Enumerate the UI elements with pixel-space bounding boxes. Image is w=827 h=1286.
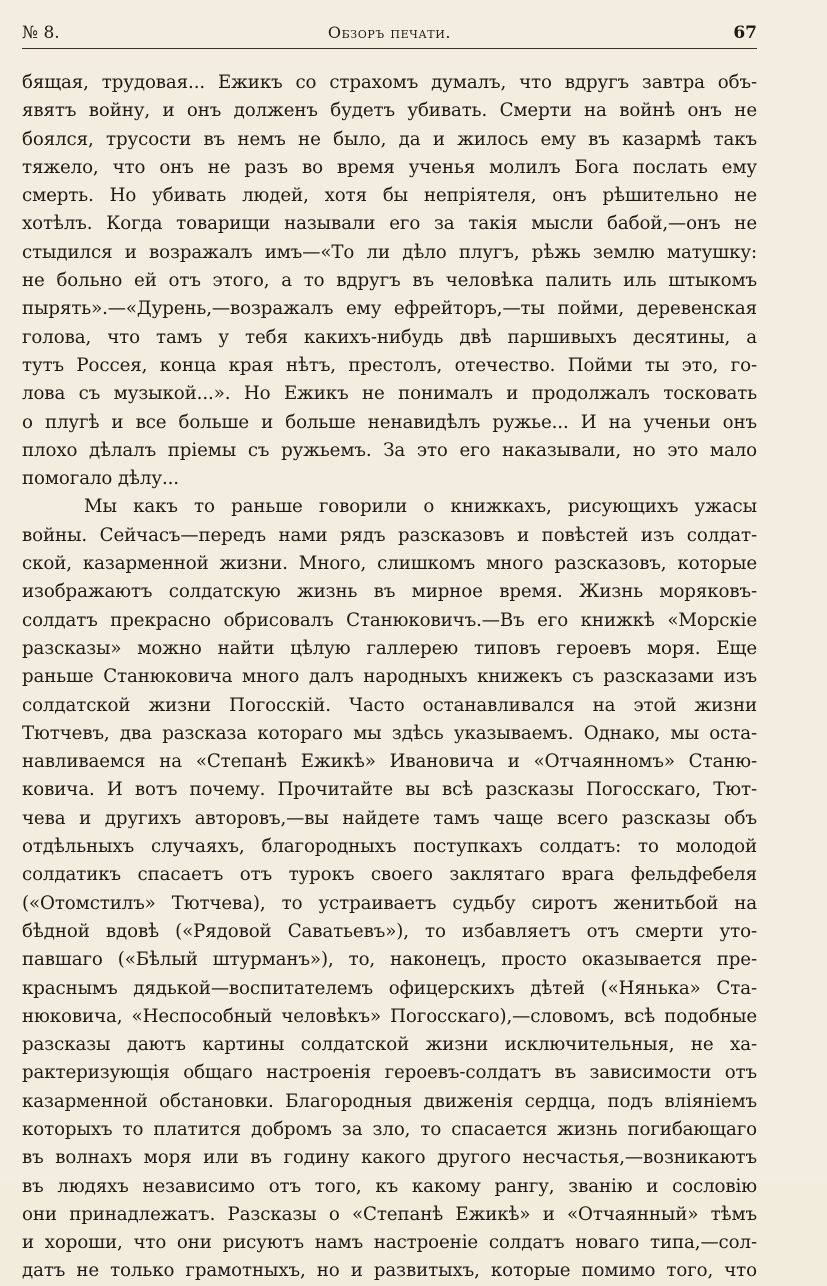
text-line: которыхъ то платится добромъ за зло, то спасается жизнь погибающаго — [22, 1118, 757, 1140]
text-line: тутъ Россея, конца края нѣтъ, престолъ, отечество. Пойми ты это, го- — [22, 354, 757, 376]
text-line: Тютчевъ, два разсказа котораго мы здѣсь указываемъ. Однако, мы оста- — [22, 722, 757, 744]
text-line: раньше Станюковича много далъ народныхъ книжекъ съ разсказами изъ — [22, 666, 757, 688]
text-line: изображаютъ солдатскую жизнь въ мирное время. Жизнь моряковъ- — [22, 581, 757, 603]
text-line: датъ не только грамотныхъ, но и развитыхъ, которые помимо того, что — [22, 1260, 757, 1282]
text-line: стыдился и возражалъ имъ—«То ли дѣло плугъ, рѣжь землю матушку: — [22, 241, 757, 263]
text-line: Мы какъ то раньше говорили о книжкахъ, рисующихъ ужасы — [84, 496, 757, 518]
text-line: солдатъ прекрасно обрисовалъ Станюковичъ.—Въ его книжкѣ «Морскіе — [22, 609, 757, 631]
text-line: въ людяхъ независимо отъ того, къ какому рангу, званію и сословію — [22, 1175, 757, 1197]
text-line: лова съ музыкой...». Но Ежикъ не понималъ и продолжалъ тосковать — [22, 383, 757, 405]
issue-number: № 8. — [22, 23, 60, 43]
text-line: не больно ей отъ этого, а то вдругъ въ человѣка палить иль штыкомъ — [22, 270, 757, 292]
text-line: солдатикъ спасаетъ отъ турокъ своего заклятаго врага фельдфебеля — [22, 864, 757, 886]
text-line: пырять».—«Дурень,—возражалъ ему ефрейторъ,—ты пойми, деревенская — [22, 298, 757, 320]
text-line: они принадлежатъ. Разсказы о «Степанѣ Ежикѣ» и «Отчаянный» тѣмъ — [22, 1203, 757, 1225]
text-line: смерть. Но убивать людей, хотя бы непріятеля, онъ рѣшительно не — [22, 185, 757, 207]
text-line: отдѣльныхъ случаяхъ, благородныхъ поступкахъ солдатъ: то молодой — [22, 836, 757, 858]
text-line: тяжело, что онъ не разъ во время ученья молилъ Бога послать ему — [22, 156, 757, 178]
text-line: казарменной обстановки. Благородныя движенія сердца, подъ вліяніемъ — [22, 1090, 757, 1112]
text-line: рактеризующія общаго настроенія героевъ-солдатъ въ зависимости отъ — [22, 1062, 757, 1084]
running-title: Обзоръ печати. — [327, 23, 452, 42]
text-line: краснымъ дядькой—воспитателемъ офицерскихъ дѣтей («Нянька» Ста- — [22, 977, 757, 999]
text-line: разсказы даютъ картины солдатской жизни исключительныя, не ха- — [22, 1034, 757, 1056]
text-line: чева и другихъ авторовъ,—вы найдете тамъ чаще всего разсказы объ — [22, 807, 757, 829]
text-line: боялся, трусости въ немъ не было, да и жилось ему въ казармѣ такъ — [22, 128, 757, 150]
text-line: ской, казарменной жизни. Много, слишкомъ много разсказовъ, которые — [22, 553, 757, 575]
text-line: («Отомстилъ» Тютчева), то устраиваетъ судьбу сиротъ женитьбой на — [22, 892, 757, 914]
text-line: войны. Сейчасъ—передъ нами рядъ разсказовъ и повѣстей изъ солдат- — [22, 524, 757, 546]
body-text — [22, 69, 757, 1286]
page-number: 67 — [733, 23, 757, 43]
text-line: бящая, трудовая... Ежикъ со страхомъ думалъ, что вдругъ завтра объ- — [22, 72, 757, 93]
text-line: ковича. И вотъ почему. Прочитайте вы всѣ разсказы Погосскаго, Тют- — [22, 779, 757, 801]
text-line: бѣдной вдовѣ («Рядовой Саватьевъ»), то избавляетъ отъ смерти уто- — [22, 920, 757, 942]
text-line: о плугѣ и все больше и больше ненавидѣлъ ружье... И на ученьи онъ — [22, 411, 757, 433]
text-line: солдатской жизни Погосскій. Часто останавливался на этой жизни — [22, 694, 757, 716]
text-line: голова, что тамъ у тебя какихъ-нибудь двѣ паршивыхъ десятины, а — [22, 326, 757, 348]
text-line: навливаемся на «Степанѣ Ежикѣ» Ивановича и «Отчаянномъ» Станю- — [22, 751, 757, 773]
text-line: плохо дѣлалъ пріемы съ ружьемъ. За это его наказывали, но это мало — [22, 439, 757, 461]
header-rule — [22, 48, 757, 49]
text-line: явятъ войну, и онъ долженъ будетъ убивать. Смерти на войнѣ онъ не — [22, 100, 757, 122]
text-line: разсказы» можно найти цѣлую галлерею типовъ героевъ моря. Еще — [22, 637, 757, 659]
text-line: хотѣлъ. Когда товарищи называли его за такія мысли бабой,—онъ не — [22, 213, 757, 235]
text-line: помогало дѣлу... — [22, 468, 179, 490]
text-line: павшаго («Бѣлый штурманъ»), то, наконецъ, просто оказывается пре- — [22, 949, 757, 971]
text-line: и хороши, что они рисуютъ намъ настроеніе солдатъ новаго типа,—сол- — [22, 1232, 757, 1254]
text-line: въ волнахъ моря или въ годину какого другого несчастья,—возникаютъ — [22, 1147, 757, 1169]
text-line: нюковича, «Неспособный человѣкъ» Погосскаго),—словомъ, всѣ подобные — [22, 1005, 757, 1027]
running-header — [22, 18, 757, 48]
